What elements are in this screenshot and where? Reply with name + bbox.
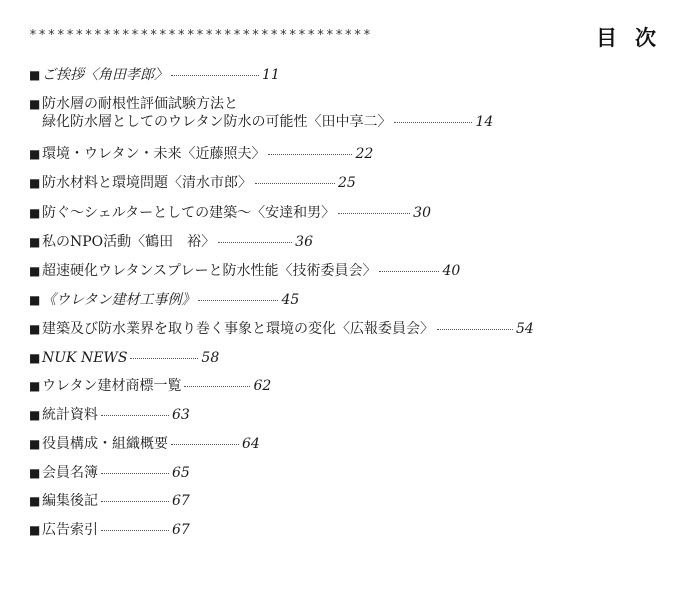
dotted-leader	[130, 357, 198, 359]
page-number: 36	[295, 234, 313, 250]
page-number: 62	[253, 378, 272, 394]
toc-entry	[29, 349, 219, 367]
toc-entry	[29, 521, 190, 539]
page-number: 64	[242, 436, 260, 452]
decorative-star-rule: *************************************	[29, 28, 373, 43]
toc-entry-title: 私のNPO活動〈鶴田 裕〉	[42, 234, 216, 250]
page-number: 14	[475, 114, 494, 130]
page-number: 30	[413, 205, 431, 221]
toc-entry-title: 会員名簿	[42, 465, 98, 481]
toc-entry-title: 防水層の耐根性評価試験方法と	[42, 96, 238, 112]
toc-entry-title: 建築及び防水業界を取り巻く事象と環境の変化〈広報委員会〉	[42, 321, 434, 337]
toc-entry-title: 統計資料	[42, 407, 98, 423]
toc-entry-title: 広告索引	[42, 522, 98, 538]
dotted-leader	[101, 472, 169, 474]
toc-entry-title: 役員構成・組織概要	[42, 436, 168, 452]
page-number: 45	[281, 292, 300, 308]
toc-entry-title: 編集後記	[42, 493, 98, 509]
square-bullet-icon: ■	[29, 68, 41, 82]
dotted-leader	[184, 385, 250, 387]
page-number: 63	[172, 407, 190, 423]
toc-entry	[29, 435, 260, 453]
dotted-leader	[268, 153, 352, 155]
toc-entry-title: 《ウレタン建材工事例》	[42, 292, 196, 308]
toc-entry-title: 緑化防水層としてのウレタン防水の可能性〈田中享二〉	[42, 114, 392, 130]
page-number: 67	[172, 522, 190, 538]
toc-entry	[29, 492, 190, 510]
square-bullet-icon: ■	[29, 351, 41, 365]
toc-entry-title: 環境・ウレタン・未来〈近藤照夫〉	[42, 146, 266, 162]
toc-entry	[29, 95, 493, 131]
page-number: 25	[338, 175, 356, 191]
toc-entry	[29, 464, 190, 482]
dotted-leader	[379, 270, 439, 272]
toc-entry	[29, 233, 313, 251]
square-bullet-icon: ■	[29, 176, 41, 190]
toc-entry-title: 防水材料と環境問題〈清水市郎〉	[42, 175, 252, 191]
toc-entry	[29, 204, 431, 222]
page-title: 目次	[596, 26, 674, 50]
toc-entry-title: 防ぐ～シェルターとしての建築～〈安達和男〉	[42, 205, 336, 221]
dotted-leader	[101, 414, 169, 416]
dotted-leader	[171, 443, 239, 445]
page-number: 11	[262, 67, 280, 83]
dotted-leader	[171, 74, 259, 76]
square-bullet-icon: ■	[29, 408, 41, 422]
dotted-leader	[198, 299, 278, 301]
toc-entry	[29, 377, 271, 395]
square-bullet-icon: ■	[29, 322, 41, 336]
square-bullet-icon: ■	[29, 293, 41, 307]
toc-entry-title: ウレタン建材商標一覧	[42, 378, 182, 394]
toc-entry	[29, 262, 460, 280]
dotted-leader	[101, 529, 169, 531]
square-bullet-icon: ■	[29, 466, 41, 480]
toc-entry	[29, 66, 280, 84]
toc-entry-title: ご挨拶〈角田孝郎〉	[42, 67, 168, 83]
toc-entry	[29, 174, 356, 192]
toc-entry	[29, 320, 534, 338]
dotted-leader	[394, 121, 472, 123]
toc-entry	[29, 406, 190, 424]
page-number: 54	[516, 321, 534, 337]
page-number: 67	[172, 493, 190, 509]
toc-header	[29, 22, 674, 50]
toc-entry	[29, 291, 299, 309]
square-bullet-icon: ■	[29, 206, 41, 220]
square-bullet-icon: ■	[29, 235, 41, 249]
dotted-leader	[218, 241, 292, 243]
page-number: 65	[172, 465, 190, 481]
square-bullet-icon: ■	[29, 523, 41, 537]
square-bullet-icon: ■	[29, 147, 41, 161]
dotted-leader	[101, 500, 169, 502]
page-number: 40	[442, 263, 461, 279]
toc-entry-title: NUK NEWS	[42, 350, 128, 366]
toc-entry	[29, 145, 373, 163]
square-bullet-icon: ■	[29, 437, 41, 451]
toc-entry-title: 超速硬化ウレタンスプレーと防水性能〈技術委員会〉	[42, 263, 377, 279]
page-number: 22	[355, 146, 374, 162]
square-bullet-icon: ■	[29, 494, 41, 508]
square-bullet-icon: ■	[29, 264, 41, 278]
dotted-leader	[338, 212, 410, 214]
square-bullet-icon: ■	[29, 379, 41, 393]
dotted-leader	[255, 182, 335, 184]
dotted-leader	[437, 328, 513, 330]
square-bullet-icon: ■	[29, 97, 41, 111]
page-number: 58	[201, 350, 220, 366]
